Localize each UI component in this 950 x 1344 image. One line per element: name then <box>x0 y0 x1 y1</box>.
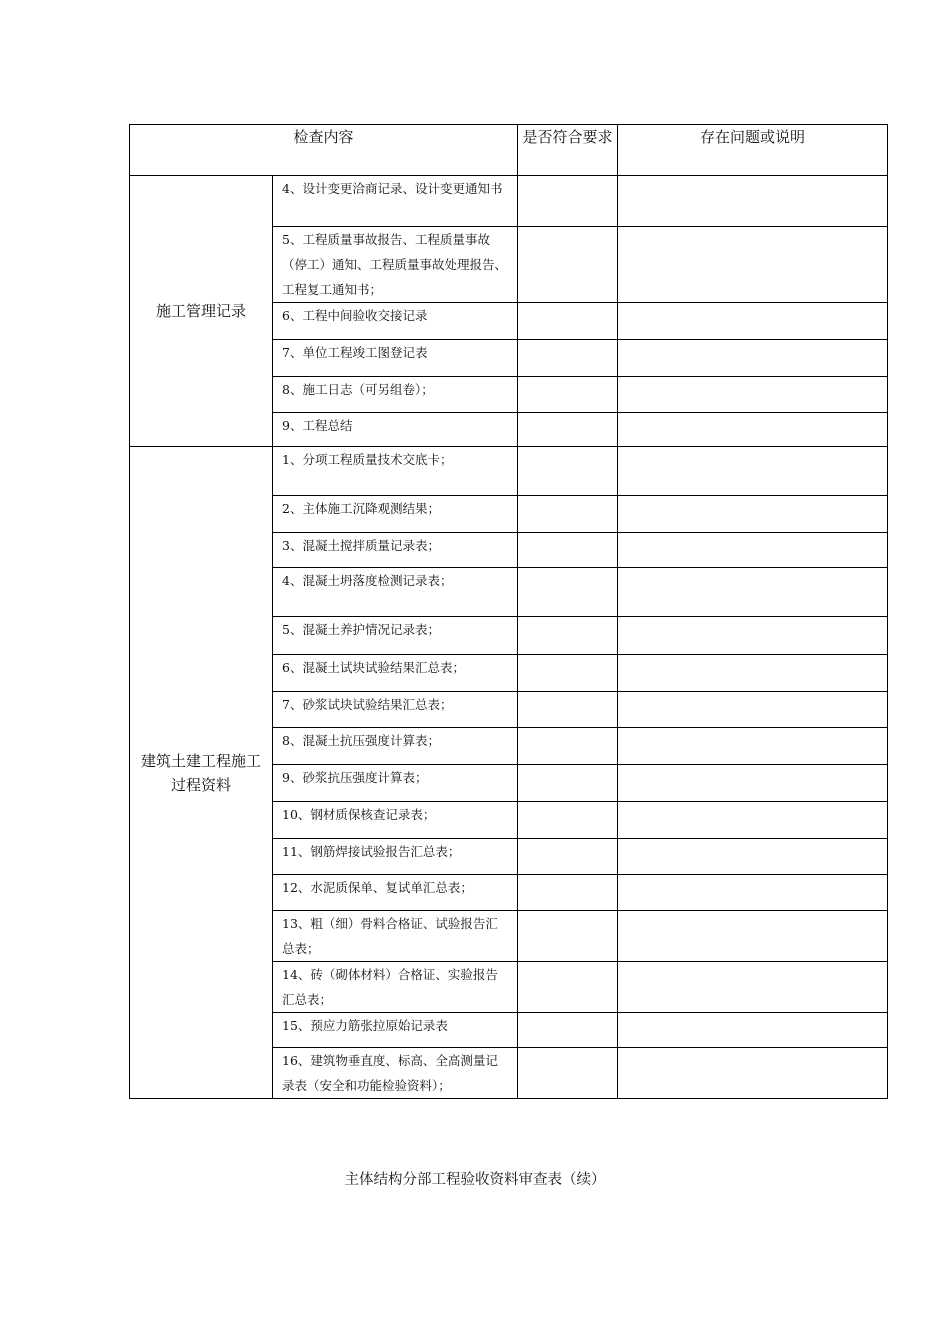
conform-cell[interactable] <box>518 496 618 533</box>
header-content: 检查内容 <box>130 125 518 176</box>
notes-cell[interactable] <box>618 1048 888 1099</box>
table-row <box>130 176 888 227</box>
notes-cell[interactable] <box>618 728 888 765</box>
item-cell: 13、粗（细）骨料合格证、试验报告汇总表； <box>273 911 518 962</box>
category-cell: 施工管理记录 <box>130 176 273 447</box>
item-cell: 4、混凝土坍落度检测记录表； <box>273 568 518 617</box>
conform-cell[interactable] <box>518 377 618 413</box>
notes-cell[interactable] <box>618 617 888 655</box>
item-cell: 15、预应力筋张拉原始记录表 <box>273 1013 518 1048</box>
item-cell: 12、水泥质保单、复试单汇总表； <box>273 875 518 911</box>
item-cell: 9、工程总结 <box>273 413 518 447</box>
conform-cell[interactable] <box>518 533 618 568</box>
conform-cell[interactable] <box>518 839 618 875</box>
notes-cell[interactable] <box>618 447 888 496</box>
conform-cell[interactable] <box>518 617 618 655</box>
notes-cell[interactable] <box>618 176 888 227</box>
item-cell: 5、工程质量事故报告、工程质量事故（停工）通知、工程质量事故处理报告、工程复工通知书； <box>273 227 518 303</box>
conform-cell[interactable] <box>518 962 618 1013</box>
notes-cell[interactable] <box>618 839 888 875</box>
notes-cell[interactable] <box>618 227 888 303</box>
notes-cell[interactable] <box>618 655 888 692</box>
notes-cell[interactable] <box>618 802 888 839</box>
continuation-title: 主体结构分部工程验收资料审查表（续） <box>344 1172 606 1188</box>
conform-cell[interactable] <box>518 447 618 496</box>
notes-cell[interactable] <box>618 340 888 377</box>
conform-cell[interactable] <box>518 1013 618 1048</box>
notes-cell[interactable] <box>618 533 888 568</box>
notes-cell[interactable] <box>618 568 888 617</box>
conform-cell[interactable] <box>518 692 618 728</box>
header-row <box>130 125 888 176</box>
item-cell: 6、混凝土试块试验结果汇总表； <box>273 655 518 692</box>
conform-cell[interactable] <box>518 875 618 911</box>
category-cell: 建筑土建工程施工过程资料 <box>130 447 273 1099</box>
item-cell: 16、建筑物垂直度、标高、全高测量记录表（安全和功能检验资料）； <box>273 1048 518 1099</box>
conform-cell[interactable] <box>518 655 618 692</box>
notes-cell[interactable] <box>618 765 888 802</box>
notes-cell[interactable] <box>618 303 888 340</box>
item-cell: 8、混凝土抗压强度计算表； <box>273 728 518 765</box>
notes-cell[interactable] <box>618 377 888 413</box>
conform-cell[interactable] <box>518 176 618 227</box>
notes-cell[interactable] <box>618 962 888 1013</box>
conform-cell[interactable] <box>518 340 618 377</box>
header-notes: 存在问题或说明 <box>618 125 888 176</box>
notes-cell[interactable] <box>618 413 888 447</box>
item-cell: 1、分项工程质量技术交底卡； <box>273 447 518 496</box>
item-cell: 14、砖（砌体材料）合格证、实验报告汇总表； <box>273 962 518 1013</box>
conform-cell[interactable] <box>518 413 618 447</box>
conform-cell[interactable] <box>518 568 618 617</box>
item-cell: 4、设计变更洽商记录、设计变更通知书 <box>273 176 518 227</box>
conform-cell[interactable] <box>518 802 618 839</box>
notes-cell[interactable] <box>618 911 888 962</box>
item-cell: 3、混凝土搅拌质量记录表； <box>273 533 518 568</box>
conform-cell[interactable] <box>518 765 618 802</box>
review-table <box>129 124 888 1099</box>
notes-cell[interactable] <box>618 496 888 533</box>
item-cell: 7、砂浆试块试验结果汇总表； <box>273 692 518 728</box>
conform-cell[interactable] <box>518 911 618 962</box>
notes-cell[interactable] <box>618 875 888 911</box>
item-cell: 7、单位工程竣工图登记表 <box>273 340 518 377</box>
table-row <box>130 447 888 496</box>
conform-cell[interactable] <box>518 728 618 765</box>
header-conform: 是否符合要求 <box>518 125 618 176</box>
item-cell: 10、钢材质保核查记录表； <box>273 802 518 839</box>
conform-cell[interactable] <box>518 303 618 340</box>
item-cell: 6、工程中间验收交接记录 <box>273 303 518 340</box>
item-cell: 2、主体施工沉降观测结果； <box>273 496 518 533</box>
conform-cell[interactable] <box>518 1048 618 1099</box>
item-cell: 9、砂浆抗压强度计算表； <box>273 765 518 802</box>
item-cell: 5、混凝土养护情况记录表； <box>273 617 518 655</box>
notes-cell[interactable] <box>618 1013 888 1048</box>
conform-cell[interactable] <box>518 227 618 303</box>
item-cell: 8、施工日志（可另组卷）； <box>273 377 518 413</box>
notes-cell[interactable] <box>618 692 888 728</box>
item-cell: 11、钢筋焊接试验报告汇总表； <box>273 839 518 875</box>
